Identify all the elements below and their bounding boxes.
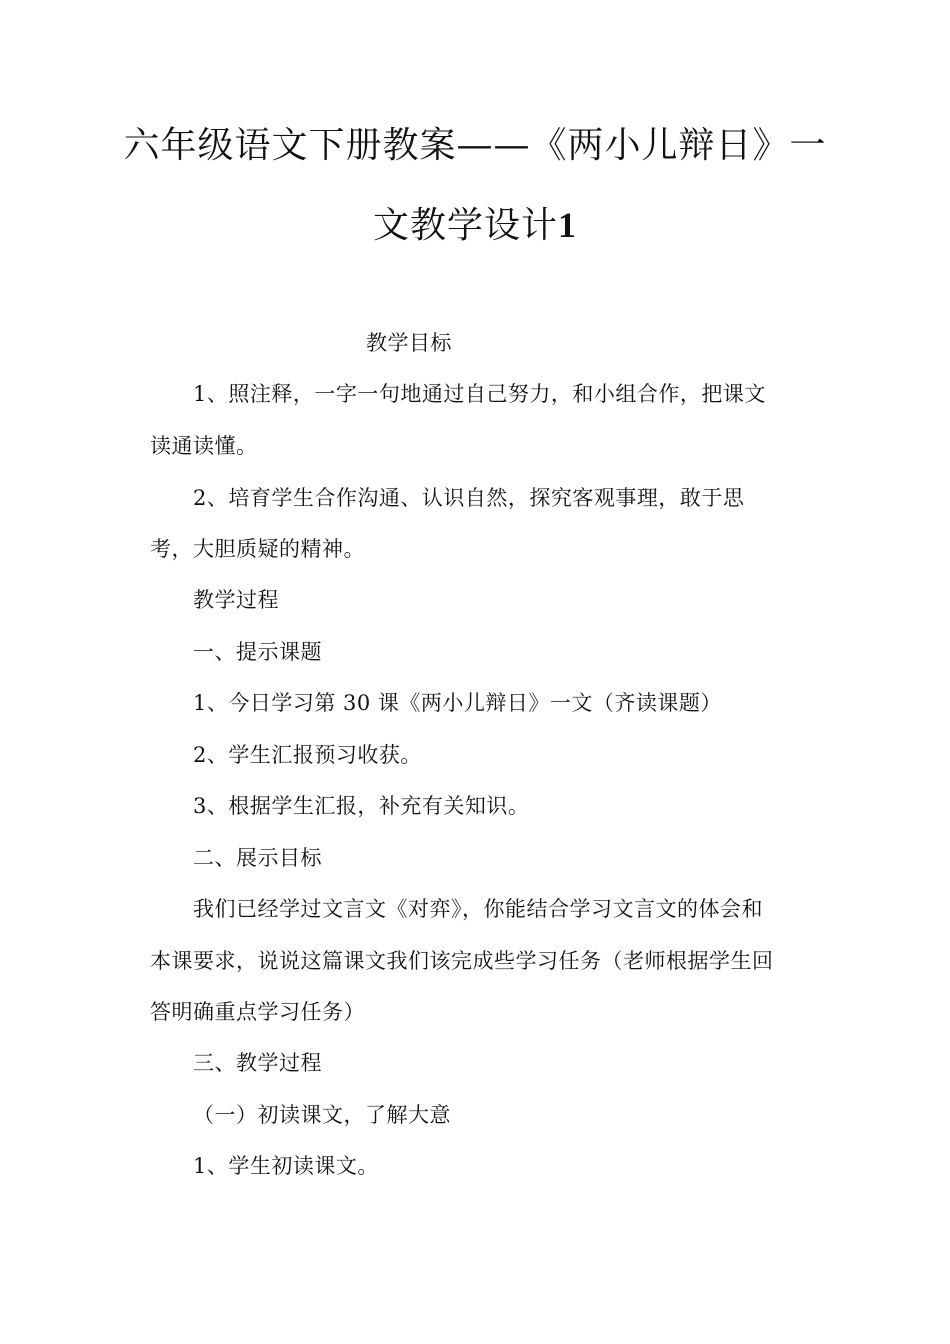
- part-3-sub-1-item-1: 1、学生初读课文。: [193, 1154, 379, 1178]
- document-title-line-2: [0, 203, 950, 248]
- document-title-line-1: 六年级语文下册教案——《两小儿辩日》一: [123, 125, 827, 166]
- part-2-paragraph-line-3: 答明确重点学习任务）: [150, 1000, 365, 1024]
- objective-2-line-2: 考，大胆质疑的精神。: [150, 537, 365, 561]
- part-1-item-3: 3、根据学生汇报，补充有关知识。: [193, 794, 530, 818]
- process-heading: 教学过程: [193, 588, 279, 612]
- part-1-item-1: 1、今日学习第 30 课《两小儿辩日》一文（齐读课题）: [193, 691, 722, 715]
- objective-2-line-1: 2、培育学生合作沟通、认识自然，探究客观事理，敢于思: [193, 486, 745, 510]
- document-title-text: 文教学设计: [372, 205, 558, 246]
- objective-1-line-2: 读通读懂。: [150, 434, 258, 458]
- part-3-heading: 三、教学过程: [193, 1051, 322, 1075]
- part-2-heading: 二、展示目标: [193, 846, 322, 870]
- part-3-sub-1-heading: （一）初读课文，了解大意: [193, 1103, 451, 1127]
- part-2-paragraph-line-1: 我们已经学过文言文《对弈》，你能结合学习文言文的体会和: [193, 897, 763, 921]
- part-2-paragraph-line-2: 本课要求，说说这篇课文我们该完成些学习任务（老师根据学生回: [150, 949, 774, 973]
- document-title-number: 1: [558, 205, 577, 245]
- part-1-item-2: 2、学生汇报预习收获。: [193, 743, 422, 767]
- objectives-heading: 教学目标: [366, 331, 452, 355]
- objective-1-line-1: 1、照注释，一字一句地通过自己努力，和小组合作，把课文: [193, 382, 766, 406]
- part-1-heading: 一、提示课题: [193, 640, 322, 664]
